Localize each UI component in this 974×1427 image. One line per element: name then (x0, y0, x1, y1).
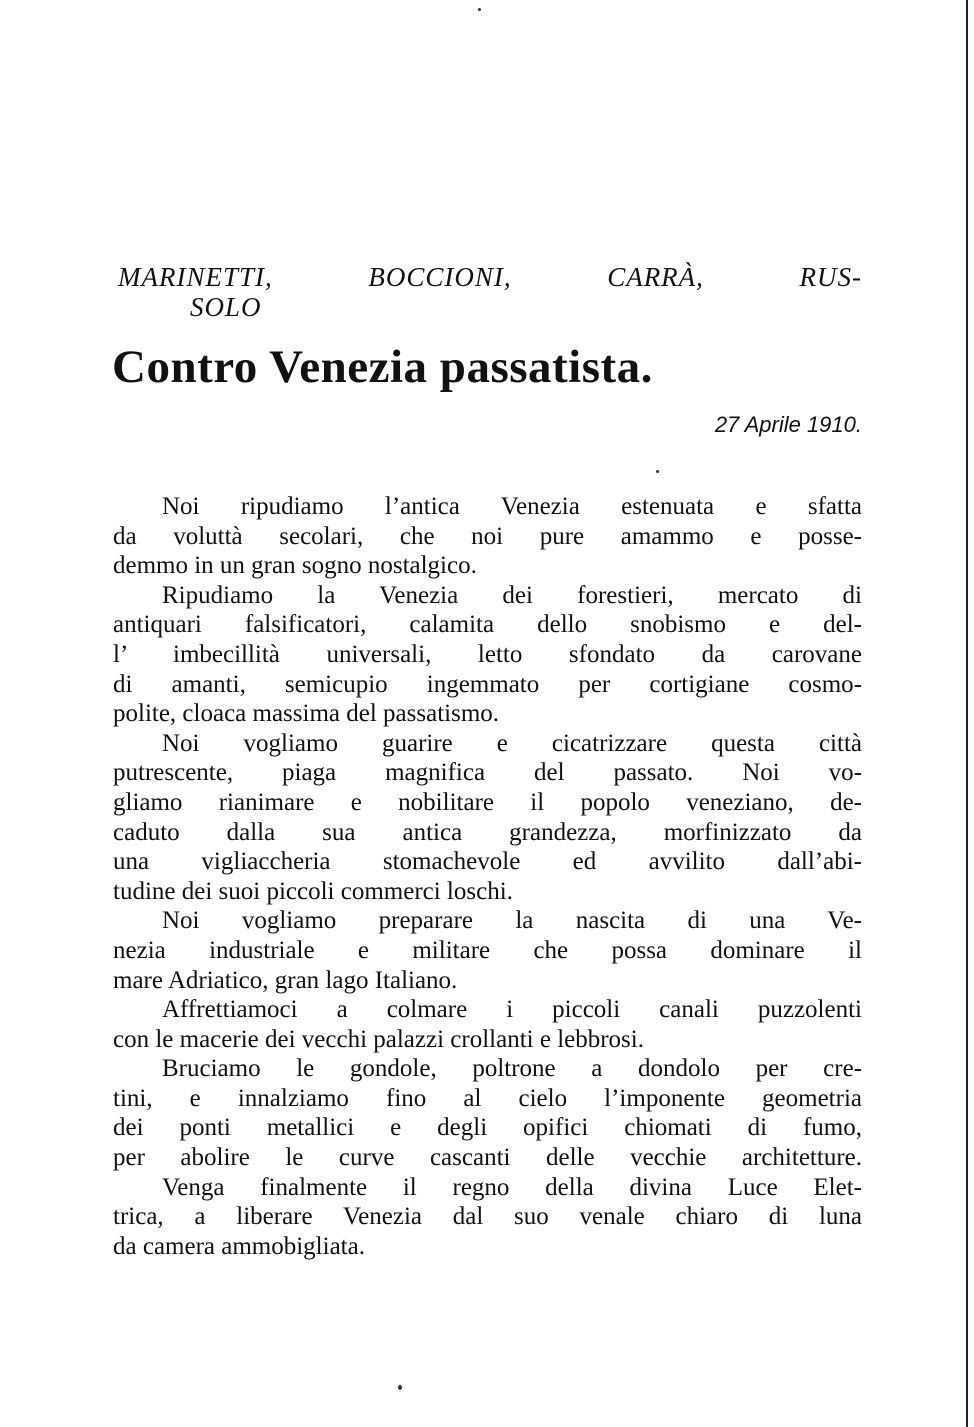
text-line: Affrettiamoci a colmare i piccoli canali puzzolenti (162, 996, 862, 1024)
text-line: caduto dalla sua antica grandezza, morfinizzato da (113, 818, 862, 846)
page-title: Contro Venezia passatista. (112, 341, 653, 393)
text-line: Noi vogliamo preparare la nascita di una Ve- (162, 907, 862, 935)
text-line: tudine dei suoi piccoli commerci loschi. (113, 877, 513, 905)
text-line: per abolire le curve cascanti delle vecchie architetture. (113, 1144, 862, 1172)
text-line: da camera ammobigliata. (113, 1232, 365, 1260)
text-line: demmo in un gran sogno nostalgico. (113, 552, 477, 580)
text-line: Ripudiamo la Venezia dei forestieri, mercato di (162, 581, 862, 609)
body-text (113, 492, 862, 1261)
text-line: una vigliaccheria stomachevole ed avvilito dall’abi- (113, 848, 862, 876)
text-line: polite, cloaca massima del passatismo. (113, 700, 500, 728)
date: 27 Aprile 1910. (714, 412, 862, 437)
text-line: Noi ripudiamo l’antica Venezia estenuata e sfatta (162, 493, 862, 520)
text-line: con le macerie dei vecchi palazzi crollanti e lebbrosi. (113, 1025, 644, 1053)
scan-speck (656, 470, 659, 473)
text-line: tini, e innalziamo fino al cielo l’imponente geometria (113, 1084, 862, 1112)
authors-line-2: SOLO (190, 292, 262, 322)
text-line: mare Adriatico, gran lago Italiano. (113, 966, 458, 994)
text-line: l’ imbecillità universali, letto sfondato da carovane (113, 640, 862, 668)
text-line: dei ponti metallici e degli opifici chiomati di fumo, (113, 1114, 862, 1142)
text-line: trica, a liberare Venezia dal suo venale chiaro di luna (113, 1203, 862, 1231)
text-line: gliamo rianimare e nobilitare il popolo veneziano, de- (113, 788, 862, 816)
text-line: da voluttà secolari, che noi pure amammo e posse- (113, 522, 862, 550)
text-line: putrescente, piaga magnifica del passato. Noi vo- (113, 759, 862, 787)
page-edge-line (966, 0, 968, 1427)
scan-speck (398, 1385, 402, 1390)
authors-line-1: MARINETTI, BOCCIONI, CARRÀ, RUS- (118, 262, 862, 292)
text-line: di amanti, semicupio ingemmato per cortigiane cosmo- (113, 670, 862, 698)
authors-line (118, 262, 862, 322)
text-line: Noi vogliamo guarire e cicatrizzare questa città (162, 729, 862, 757)
text-line: nezia industriale e militare che possa dominare il (113, 936, 862, 964)
scan-speck (478, 8, 481, 11)
text-line: Bruciamo le gondole, poltrone a dondolo per cre- (162, 1055, 862, 1083)
text-line: antiquari falsificatori, calamita dello snobismo e del- (113, 611, 862, 639)
text-line: Venga finalmente il regno della divina Luce Elet- (162, 1173, 862, 1201)
